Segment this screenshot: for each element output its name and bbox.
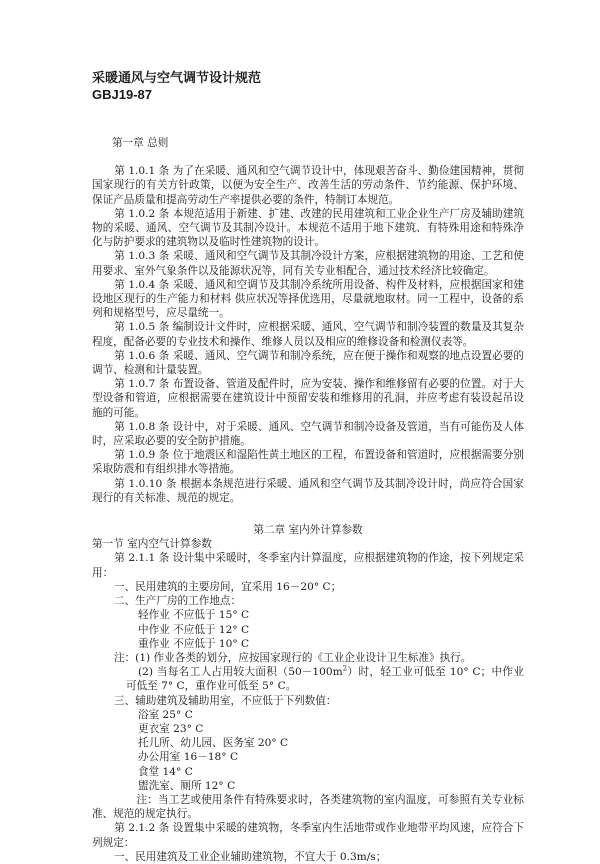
article-number: 第 1.0.1 条 xyxy=(114,165,170,178)
list-item: 中作业 不应低于 12° C xyxy=(138,623,250,636)
list-item: 更衣室 23° C xyxy=(138,722,204,735)
note-2 xyxy=(92,665,524,693)
list-item: 一、民用建筑的主要房间，宜采用 16－20° C； xyxy=(114,580,342,593)
article-text: 布置设备、管道及配件时，应为安装、操作和维修留有必要的位置。对于大型设备和管道，应根据需要在建筑设计中预留安装和维修用的孔洞，并应考虑有装设起吊设施的可能。 xyxy=(92,378,524,419)
list-item: 轻作业 不应低于 15° C xyxy=(138,609,250,622)
chapter-1-heading: 第一章 总则 xyxy=(112,137,169,149)
article-1-0-3 xyxy=(92,249,524,277)
note-2-text-b: ）时，轻工业可低至 10° C；中作业可低至 7° C，重作业可低至 5° C。 xyxy=(126,666,524,693)
document-title: 采暖通风与空气调节设计规范 xyxy=(92,71,262,86)
superscript: 2 xyxy=(342,664,348,673)
article-number: 第 1.0.6 条 xyxy=(114,349,170,362)
article-text: 设计中，对于采暖、通风、空气调节和制冷设备及管道，当有可能伤及人体时，应采取必要的安全防护措施。 xyxy=(92,420,524,448)
article-text: 采暖、通风和空调节及其制冷系统所用设备、构件及材料，应根据国家和建设地区现行的生产能力和材料 供应状况等择优选用，尽量就地取材。同一工程中，设备的系列和规格型号，应尽量统一。 xyxy=(92,278,524,320)
article-1-0-8 xyxy=(92,420,524,448)
list-item: 二、生产厂房的工作地点： xyxy=(114,595,242,608)
article-text: 采暖、通风和空气调节及其制冷设计方案，应根据建筑物的用途、工艺和使用要求、室外气象条件以及能源状况等，同有关专业相配合，通过技术经济比较确定。 xyxy=(92,250,524,277)
article-number: 第 1.0.5 条 xyxy=(114,321,170,334)
article-number: 第 1.0.2 条 xyxy=(114,207,170,220)
article-number: 第 1.0.8 条 xyxy=(114,420,170,433)
note-2-text-a: (2) 当每名工人占用较大面积（50－100m xyxy=(138,666,343,679)
article-text: 设计集中采暖时，冬季室内计算温度，应根据建筑物的作途，按下列规定采用： xyxy=(92,552,524,579)
article-text: 位于地震区和湿陷性黄土地区的工程，布置设备和管道时，应根据需要分别采取防震和有组织排水等措施。 xyxy=(92,449,524,476)
article-2-1-1 xyxy=(92,551,524,579)
list-item: 托儿所、幼儿园、医务室 20° C xyxy=(138,737,289,750)
article-text: 采暖、通风、空气调节和制冷系统，应在便于操作和观察的地点设置必要的调节、检测和计量装置。 xyxy=(92,349,524,377)
article-number: 第 1.0.9 条 xyxy=(114,449,170,462)
article-1-0-7 xyxy=(92,377,524,420)
document-code: GBJ19-87 xyxy=(92,87,152,102)
article-text: 本规范适用于新建、扩建、改建的民用建筑和工业企业生产厂房及辅助建筑物的采暖、通风、空气调节及其制冷设计。本规范不适用于地下建筑、有特殊用途和特殊净化与防护要求的建筑物以及临时性建筑物的设计。 xyxy=(92,207,524,249)
article-number: 第 1.0.4 条 xyxy=(114,278,170,291)
chapter-2-heading: 第二章 室内外计算参数 xyxy=(253,524,363,537)
list-item: 浴室 25° C xyxy=(138,708,193,721)
article-2-1-2 xyxy=(92,821,524,849)
article-number: 第 1.0.3 条 xyxy=(114,250,170,263)
article-1-0-6 xyxy=(92,349,524,377)
list-item: 重作业 不应低于 10° C xyxy=(138,637,250,650)
list-item: 办公用室 16－18° C xyxy=(138,751,239,764)
article-number: 第 2.1.2 条 xyxy=(114,822,170,835)
article-text: 编制设计文件时，应根据采暖、通风、空气调节和制冷装置的数量及其复杂程度，配备必要的专业技术和操作、维修人员以及相应的维修设备和检测仪表等。 xyxy=(92,321,524,348)
article-1-0-2 xyxy=(92,207,524,250)
article-1-0-9 xyxy=(92,448,524,476)
list-item: 食堂 14° C xyxy=(138,765,193,778)
article-number: 第 1.0.10 条 xyxy=(114,477,177,490)
list-item: 盥洗室、厕所 12° C xyxy=(138,779,236,792)
article-1-0-5 xyxy=(92,320,524,348)
section-1-heading: 第一节 室内空气计算参数 xyxy=(92,538,212,551)
article-text: 为了在采暖、通风和空气调节设计中，体现艰苦奋斗、勤俭建国精神，贯彻国家现行的有关方针政策，以便为安全生产、改善生活的劳动条件、节约能源、保护环境、保证产品质量和提高劳动生产率提供必要的条件，特制订本规范。 xyxy=(92,165,524,206)
article-1-0-4 xyxy=(92,278,524,321)
note-3: 注：当工艺或使用条件有特殊要求时，各类建筑物的室内温度，可参照有关专业标准、规范的规定执行。 xyxy=(92,793,524,821)
article-1-0-10 xyxy=(92,477,524,505)
article-number: 第 1.0.7 条 xyxy=(114,378,170,391)
article-1-0-1 xyxy=(92,164,524,207)
article-text: 根据本条规范进行采暖、通风和空气调节及其制冷设计时，尚应符合国家现行的有关标准、规范的规定。 xyxy=(92,477,524,504)
note-1: 注：(1) 作业各类的划分，应按国家现行的《工业企业设计卫生标准》执行。 xyxy=(114,651,472,664)
article-text: 设置集中采暖的建筑物，冬季室内生活地带或作业地带平均风速，应符合下列规定： xyxy=(92,822,524,849)
document-body xyxy=(92,136,524,864)
list-item: 一、民用建筑及工业企业辅助建筑物，不宜大于 0.3m/s； xyxy=(114,850,387,863)
list-item: 三、辅助建筑及辅助用室，不应低于下列数值： xyxy=(114,694,337,707)
article-number: 第 2.1.1 条 xyxy=(114,552,170,565)
